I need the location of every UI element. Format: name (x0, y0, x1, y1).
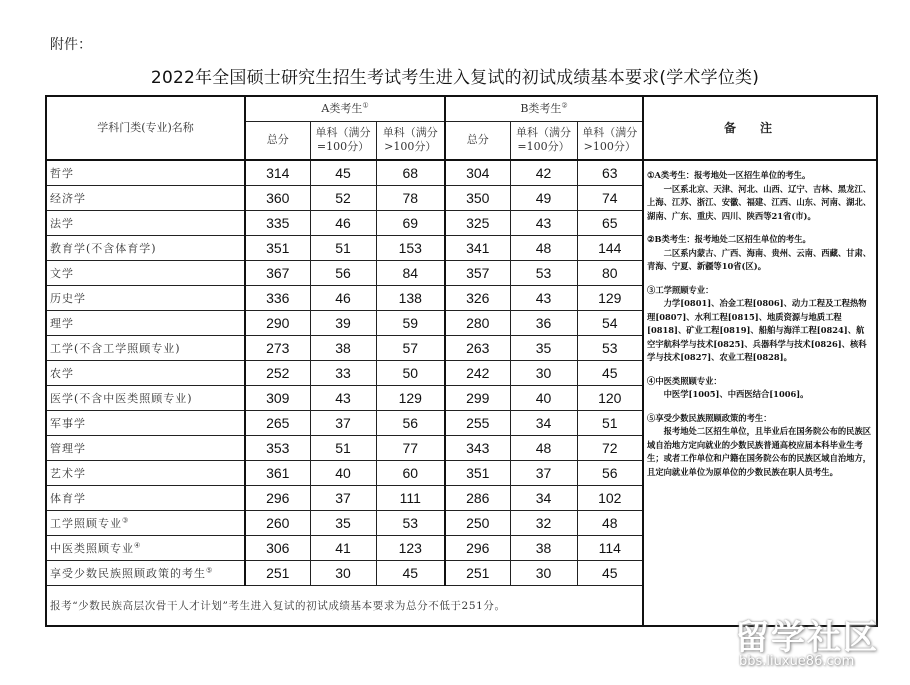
score-requirements-table (45, 95, 878, 627)
b-single-100-cell: 35 (510, 335, 577, 360)
a-single-over-100-cell: 60 (376, 460, 445, 485)
b-single-over-100-cell: 45 (577, 560, 643, 585)
a-single-100-cell: 39 (310, 310, 376, 335)
b-single-100-cell: 49 (510, 185, 577, 210)
subject-name-header: 学科门类(专业)名称 (46, 96, 245, 160)
a-single-100-cell: 30 (310, 560, 376, 585)
a-single-over-100-cell: 78 (376, 185, 445, 210)
subject-name: 历史学 (50, 291, 86, 305)
b-single-over-100-cell: 65 (577, 210, 643, 235)
a-single-over-100-header: 单科（满分>100分） (376, 121, 445, 160)
watermark-logo: 留学社区 (735, 618, 879, 658)
a-total-cell: 367 (245, 260, 310, 285)
remark-heading: ⑤享受少数民族照顾政策的考生： (647, 412, 772, 423)
b-total-cell: 255 (445, 410, 510, 435)
a-single-100-cell: 43 (310, 385, 376, 410)
a-single-100-cell: 41 (310, 535, 376, 560)
a-single-100-cell: 35 (310, 510, 376, 535)
subject-name: 艺术学 (50, 466, 86, 480)
a-single-100-cell: 51 (310, 235, 376, 260)
b-total-cell: 251 (445, 560, 510, 585)
a-single-over-100-cell: 45 (376, 560, 445, 585)
subject-name: 工学(不含工学照顾专业) (50, 341, 181, 355)
subject-name-cell (46, 260, 245, 285)
b-single-over-100-cell: 129 (577, 285, 643, 310)
remarks-header: 备注 (643, 96, 877, 160)
subject-name-cell (46, 485, 245, 510)
b-single-over-100-cell: 56 (577, 460, 643, 485)
a-single-100-cell: 52 (310, 185, 376, 210)
b-total-cell: 341 (445, 235, 510, 260)
subject-name: 哲学 (50, 166, 74, 180)
a-total-cell: 353 (245, 435, 310, 460)
b-single-100-cell: 40 (510, 385, 577, 410)
group-a-label: A类考生 (321, 101, 363, 115)
a-single-over-100-cell: 59 (376, 310, 445, 335)
b-single-over-100-cell: 120 (577, 385, 643, 410)
subject-name: 法学 (50, 216, 74, 230)
a-single-over-100-cell: 129 (376, 385, 445, 410)
b-single-over-100-header: 单科（满分>100分） (577, 121, 643, 160)
b-single-100-cell: 48 (510, 435, 577, 460)
subject-name-cell (46, 560, 245, 585)
a-total-cell: 290 (245, 310, 310, 335)
b-single-over-100-cell: 45 (577, 360, 643, 385)
a-single-over-100-cell: 153 (376, 235, 445, 260)
b-single-100-header: 单科（满分=100分） (510, 121, 577, 160)
a-total-cell: 265 (245, 410, 310, 435)
subject-name: 工学照顾专业 (50, 516, 122, 530)
a-single-100-cell: 40 (310, 460, 376, 485)
footnote-mark: ⑤ (206, 565, 214, 574)
b-total-cell: 286 (445, 485, 510, 510)
subject-name: 经济学 (50, 191, 86, 205)
a-total-cell: 296 (245, 485, 310, 510)
a-single-over-100-cell: 138 (376, 285, 445, 310)
b-total-cell: 299 (445, 385, 510, 410)
subject-name-cell (46, 185, 245, 210)
b-single-100-cell: 36 (510, 310, 577, 335)
a-single-100-cell: 37 (310, 485, 376, 510)
group-b-footnote-mark: ② (561, 101, 568, 110)
a-single-100-cell: 51 (310, 435, 376, 460)
subject-name: 体育学 (50, 491, 86, 505)
b-total-cell: 357 (445, 260, 510, 285)
b-single-100-cell: 53 (510, 260, 577, 285)
remark-heading: ②B类考生：报考地处二区招生单位的考生。 (647, 234, 811, 244)
a-single-100-cell: 46 (310, 210, 376, 235)
table-row (46, 160, 877, 185)
b-single-over-100-cell: 48 (577, 510, 643, 535)
a-single-100-cell: 56 (310, 260, 376, 285)
a-single-over-100-cell: 68 (376, 160, 445, 185)
b-total-cell: 325 (445, 210, 510, 235)
subject-name: 中医类照顾专业 (50, 541, 134, 555)
a-single-over-100-cell: 57 (376, 335, 445, 360)
b-total-cell: 351 (445, 460, 510, 485)
footnote-mark: ③ (122, 515, 130, 524)
b-single-over-100-cell: 53 (577, 335, 643, 360)
group-b-label: B类考生 (520, 101, 562, 115)
footnote-mark: ④ (134, 540, 142, 549)
page-title: 2022年全国硕士研究生招生考试考生进入复试的初试成绩基本要求(学术学位类) (150, 68, 760, 88)
remark-body: 报考地处二区招生单位，且毕业后在国务院公布的民族区域自治地方定向就业的少数民族普通高校应届本科毕业生考生；或者工作单位和户籍在国务院公布的民族区域自治地方，且定向就业单位为原单位的少数民族在职人员考生。 (647, 426, 872, 477)
b-single-100-cell: 43 (510, 285, 577, 310)
footer-note: 报考“少数民族高层次骨干人才计划”考生进入复试的初试成绩基本要求为总分不低于251分。 (46, 585, 643, 626)
subject-name: 理学 (50, 316, 74, 330)
group-a-header (245, 96, 445, 121)
a-single-over-100-cell: 84 (376, 260, 445, 285)
subject-name: 享受少数民族照顾政策的考生 (50, 566, 206, 580)
b-total-cell: 350 (445, 185, 510, 210)
b-total-cell: 304 (445, 160, 510, 185)
a-single-100-cell: 38 (310, 335, 376, 360)
a-single-over-100-cell: 77 (376, 435, 445, 460)
remark-body: 二区系内蒙古、广西、海南、贵州、云南、西藏、甘肃、青海、宁夏、新疆等10省(区)。 (647, 247, 872, 271)
watermark-url: bbs.liuxue86.com (739, 654, 855, 669)
subject-name-cell (46, 410, 245, 435)
b-single-over-100-cell: 74 (577, 185, 643, 210)
b-single-over-100-cell: 80 (577, 260, 643, 285)
remark-note (647, 412, 872, 480)
a-total-cell: 251 (245, 560, 310, 585)
subject-name-cell (46, 460, 245, 485)
a-total-header: 总分 (245, 121, 310, 160)
subject-name-cell (46, 335, 245, 360)
b-single-100-cell: 34 (510, 485, 577, 510)
remark-note (647, 169, 872, 223)
b-single-over-100-cell: 51 (577, 410, 643, 435)
b-single-over-100-cell: 144 (577, 235, 643, 260)
b-single-over-100-cell: 102 (577, 485, 643, 510)
a-single-100-cell: 45 (310, 160, 376, 185)
a-single-100-header: 单科（满分=100分） (310, 121, 376, 160)
remark-heading: ①A类考生：报考地处一区招生单位的考生。 (647, 170, 811, 180)
b-single-100-cell: 38 (510, 535, 577, 560)
b-single-100-cell: 48 (510, 235, 577, 260)
attachment-label: 附件： (50, 37, 92, 53)
a-total-cell: 309 (245, 385, 310, 410)
a-single-over-100-cell: 111 (376, 485, 445, 510)
a-single-over-100-cell: 56 (376, 410, 445, 435)
a-single-over-100-cell: 50 (376, 360, 445, 385)
remark-note (647, 233, 872, 274)
remark-body: 一区系北京、天津、河北、山西、辽宁、吉林、黑龙江、上海、江苏、浙江、安徽、福建、江西、山东、河南、湖北、湖南、广东、重庆、四川、陕西等21省(市)。 (647, 183, 872, 221)
b-total-cell: 280 (445, 310, 510, 335)
subject-name-cell (46, 360, 245, 385)
b-total-cell: 250 (445, 510, 510, 535)
a-single-over-100-cell: 69 (376, 210, 445, 235)
b-total-cell: 263 (445, 335, 510, 360)
b-single-100-cell: 37 (510, 460, 577, 485)
b-single-over-100-cell: 72 (577, 435, 643, 460)
b-single-100-cell: 43 (510, 210, 577, 235)
subject-name-cell (46, 535, 245, 560)
group-b-header (445, 96, 643, 121)
subject-name: 文学 (50, 266, 74, 280)
b-single-100-cell: 34 (510, 410, 577, 435)
b-single-100-cell: 42 (510, 160, 577, 185)
table-body (46, 160, 877, 626)
b-total-cell: 326 (445, 285, 510, 310)
subject-name: 医学(不含中医类照顾专业) (50, 391, 193, 405)
subject-name: 教育学(不含体育学) (50, 241, 157, 255)
a-total-cell: 314 (245, 160, 310, 185)
a-total-cell: 306 (245, 535, 310, 560)
a-single-over-100-cell: 123 (376, 535, 445, 560)
a-total-cell: 361 (245, 460, 310, 485)
b-single-100-cell: 32 (510, 510, 577, 535)
a-total-cell: 360 (245, 185, 310, 210)
b-total-cell: 242 (445, 360, 510, 385)
subject-name-cell (46, 160, 245, 185)
remark-body: 力学[0801]、冶金工程[0806]、动力工程及工程热物理[0807]、水利工程[0815]、地质资源与地质工程[0818]、矿业工程[0819]、船舶与海洋工程[0824]、航空宇航科学与技术[0825]、兵器科学与技术[0826]、核科学与技术[0827]、农业工程[0828]。 (647, 298, 867, 362)
remark-body: 中医学[1005]、中西医结合[1006]。 (663, 389, 809, 399)
remark-note (647, 375, 872, 402)
b-total-cell: 343 (445, 435, 510, 460)
a-single-100-cell: 33 (310, 360, 376, 385)
a-single-over-100-cell: 53 (376, 510, 445, 535)
remarks-cell (643, 160, 877, 626)
b-single-100-cell: 30 (510, 360, 577, 385)
subject-name-cell (46, 385, 245, 410)
subject-name-cell (46, 210, 245, 235)
b-total-header: 总分 (445, 121, 510, 160)
a-single-100-cell: 37 (310, 410, 376, 435)
a-single-100-cell: 46 (310, 285, 376, 310)
b-single-over-100-cell: 63 (577, 160, 643, 185)
remark-heading: ③工学照顾专业： (647, 284, 714, 295)
subject-name-cell (46, 510, 245, 535)
group-a-footnote-mark: ① (362, 101, 369, 110)
remark-note (647, 284, 872, 365)
subject-name: 管理学 (50, 441, 86, 455)
subject-name-cell (46, 435, 245, 460)
b-single-over-100-cell: 54 (577, 310, 643, 335)
a-total-cell: 260 (245, 510, 310, 535)
a-total-cell: 335 (245, 210, 310, 235)
a-total-cell: 273 (245, 335, 310, 360)
b-single-over-100-cell: 114 (577, 535, 643, 560)
subject-name: 军事学 (50, 416, 86, 430)
subject-name: 农学 (50, 366, 74, 380)
remark-heading: ④中医类照顾专业： (647, 375, 722, 386)
b-total-cell: 296 (445, 535, 510, 560)
a-total-cell: 351 (245, 235, 310, 260)
subject-name-cell (46, 310, 245, 335)
subject-name-cell (46, 235, 245, 260)
b-single-100-cell: 30 (510, 560, 577, 585)
a-total-cell: 336 (245, 285, 310, 310)
a-total-cell: 252 (245, 360, 310, 385)
subject-name-cell (46, 285, 245, 310)
